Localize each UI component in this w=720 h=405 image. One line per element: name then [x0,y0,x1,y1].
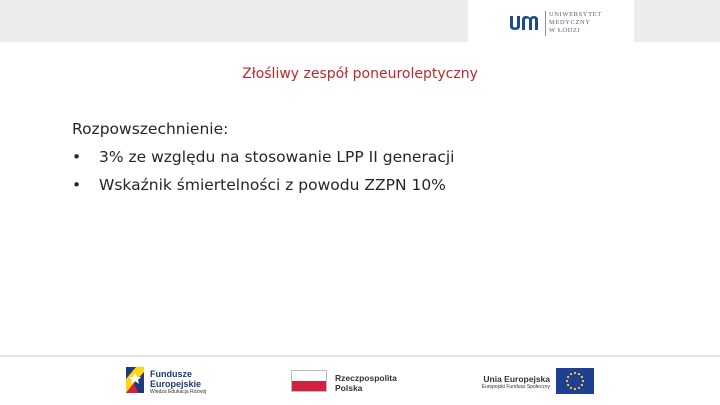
bullet-item [72,174,454,196]
fundusze-europejskie-logo-icon [122,363,148,397]
pl-line1: Rzeczpospolita [335,373,397,383]
university-name [549,11,602,36]
eu-star [567,384,569,386]
footer-divider [0,355,720,357]
university-name-line2: MEDYCZNY [549,19,591,27]
university-logo [468,0,634,42]
eu-star [574,372,576,374]
bullet-marker: • [72,148,82,166]
university-name-line1: UNIWERSYTET [549,11,602,18]
logo-divider [545,11,546,36]
eu-star [570,373,572,375]
eu-star [566,380,568,382]
rzeczpospolita-text [335,374,397,393]
bullet-marker: • [72,176,82,194]
slide-title: Złośliwy zespół poneuroleptyczny [242,66,478,82]
university-um-logo-icon [508,10,540,32]
eu-flag-icon [556,368,594,394]
eu-line1: Unia Europejska [483,374,550,384]
slide-content [72,118,454,202]
bullet-item [72,146,454,168]
eu-star [581,384,583,386]
bullet-text: Wskaźnik śmiertelności z powodu ZZPN 10% [99,176,446,194]
university-name-line3: W ŁODZI [549,27,581,35]
eu-star [578,373,580,375]
eu-line2: Europejski Fundusz Społeczny [481,384,550,390]
fe-line2: Europejskie [150,378,202,389]
fundusze-europejskie-text [150,370,206,396]
bullet-text: 3% ze względu na stosowanie LPP II generacji [99,148,455,166]
eu-star [570,387,572,389]
eu-text [476,374,550,391]
polish-flag-icon [291,370,327,392]
eu-star [574,388,576,390]
fe-line1: Fundusze [150,369,192,379]
eu-star [581,376,583,378]
eu-star [578,387,580,389]
eu-star [582,380,584,382]
pl-line2: Polska [335,382,363,393]
content-heading: Rozpowszechnienie: [72,120,229,138]
fe-line3: Wiedza Edukacja Rozwój [150,389,207,395]
eu-star [567,376,569,378]
